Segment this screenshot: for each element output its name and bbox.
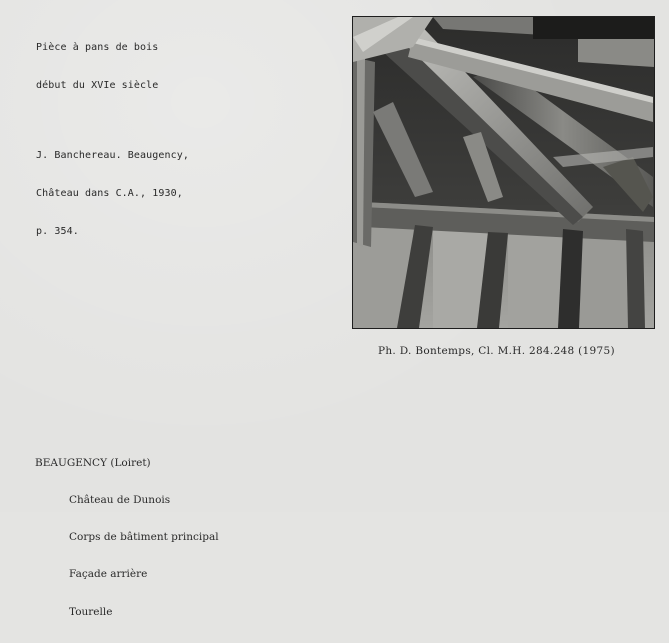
timber-frame-image bbox=[353, 17, 654, 328]
location-facade: Façade arrière bbox=[69, 568, 148, 581]
photograph-timber-frame bbox=[352, 16, 655, 329]
photo-credit: Ph. D. Bontemps, Cl. M.H. 284.248 (1975) bbox=[378, 345, 615, 357]
reference-publication: Château dans C.A., 1930, bbox=[36, 187, 183, 199]
location-building: Château de Dunois bbox=[69, 494, 171, 507]
reference-author: J. Banchereau. Beaugency, bbox=[36, 149, 190, 161]
location-wing: Corps de bâtiment principal bbox=[69, 531, 219, 544]
reference-title: Pièce à pans de bois bbox=[36, 42, 159, 54]
location-turret: Tourelle bbox=[69, 605, 113, 618]
reference-page: p. 354. bbox=[36, 225, 79, 237]
reference-date: début du XVIe siècle bbox=[36, 79, 159, 91]
location-block bbox=[35, 432, 219, 643]
location-city: BEAUGENCY (Loiret) bbox=[35, 456, 151, 469]
bibliographic-reference bbox=[36, 17, 189, 263]
